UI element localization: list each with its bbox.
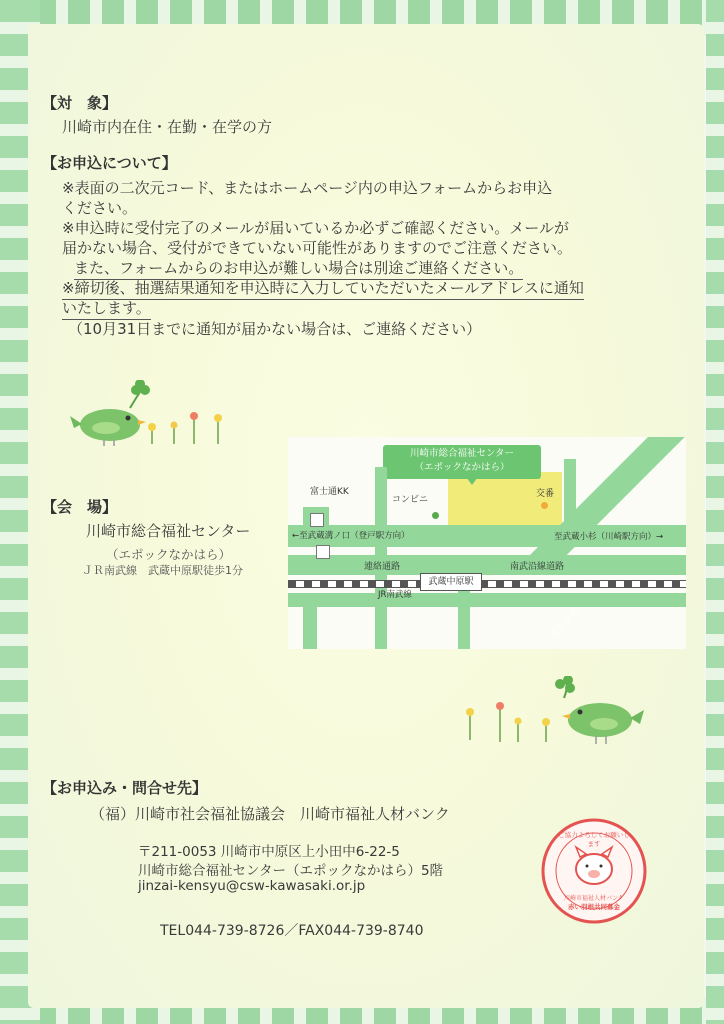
seal-bottom-text-1: 川崎市福祉人材バンク xyxy=(564,895,624,902)
access-map xyxy=(288,437,686,649)
map-label-fujitsu: 富士通KK xyxy=(310,487,349,497)
bird-illustration-left xyxy=(70,380,240,450)
map-station: 武蔵中原駅 xyxy=(420,573,482,591)
map-label-jr-line: JR南武線 xyxy=(378,590,412,600)
bird-illustration-right xyxy=(456,676,646,750)
map-vertical-road-1 xyxy=(375,467,387,649)
map-label-right-direction: 至武蔵小杉（川崎駅方向）→ xyxy=(554,532,664,542)
contact-email[interactable]: jinzai-kensyu@csw-kawasaki.or.jp xyxy=(138,878,366,894)
venue-name: 川崎市総合福祉センター xyxy=(86,522,251,540)
apply-line-1: ※表面の二次元コード、またはホームページ内の申込フォームからお申込 xyxy=(62,179,553,197)
map-label-left-direction: ←至武蔵溝ノ口（登戸駅方向） xyxy=(292,531,410,541)
koban-marker-icon xyxy=(541,502,548,509)
apply-line-3: ※申込時に受付完了のメールが届いているか必ずご確認ください。メールが xyxy=(62,219,569,237)
apply-line-5: また、フォームからのお申込が難しい場合は別途ご連絡ください。 xyxy=(74,257,523,280)
apply-line-2: ください。 xyxy=(62,199,138,217)
seal-top-text: ご協力よろしくお願いします xyxy=(558,831,630,848)
contact-org: （福）川崎市社会福祉協議会 川崎市福祉人材バンク xyxy=(90,805,450,823)
apply-line-8: （10月31日までに通知が届かない場合は、ご連絡ください） xyxy=(68,320,482,338)
venue-access: ＪＲ南武線 武蔵中原駅徒歩1分 xyxy=(82,564,243,577)
map-railway xyxy=(288,580,686,588)
contact-address-2: 川崎市総合福祉センター（エポックなかはら）5階 xyxy=(138,863,444,879)
apply-line-7: いたします。 xyxy=(62,297,151,320)
conbini-marker-icon xyxy=(432,512,439,519)
venue-heading: 【会 場】 xyxy=(42,498,118,516)
map-label-conbini: コンビニ xyxy=(392,495,429,505)
map-callout xyxy=(383,445,541,479)
flower-icon xyxy=(148,423,156,444)
map-callout-line-1: 川崎市総合福祉センター xyxy=(409,448,515,459)
map-label-renraku: 連絡通路 xyxy=(364,562,401,572)
target-heading: 【対 象】 xyxy=(42,94,118,112)
apply-line-4: 届かない場合、受付ができていない可能性がありますのでご注意ください。 xyxy=(62,239,573,257)
seal-bottom-text-2: 赤い羽根共同募金 xyxy=(568,903,620,911)
map-callout-line-2: （エポックなかはら） xyxy=(414,462,510,473)
target-body: 川崎市内在住・在勤・在学の方 xyxy=(62,118,273,136)
charity-seal xyxy=(540,817,648,925)
contact-heading: 【お申込み・問合せ先】 xyxy=(42,779,208,797)
venue-alias: （エポックなかはら） xyxy=(106,547,232,562)
map-freeway-label: 綱島街道 xyxy=(548,608,582,641)
striped-border-right xyxy=(706,0,724,1024)
map-lower-road xyxy=(288,593,686,607)
map-label-koban: 交番 xyxy=(536,489,555,499)
map-label-nanbu-road: 南武沿線道路 xyxy=(510,562,565,572)
apply-line-6: ※締切後、抽選結果通知を申込時に入力していただいたメールアドレスに通知 xyxy=(62,277,584,300)
apply-heading: 【お申込について】 xyxy=(42,154,177,172)
contact-tel-fax: TEL044-739-8726／FAX044-739-8740 xyxy=(160,923,424,939)
contact-address-1: 〒211-0053 川崎市中原区上小田中6-22-5 xyxy=(138,844,400,860)
